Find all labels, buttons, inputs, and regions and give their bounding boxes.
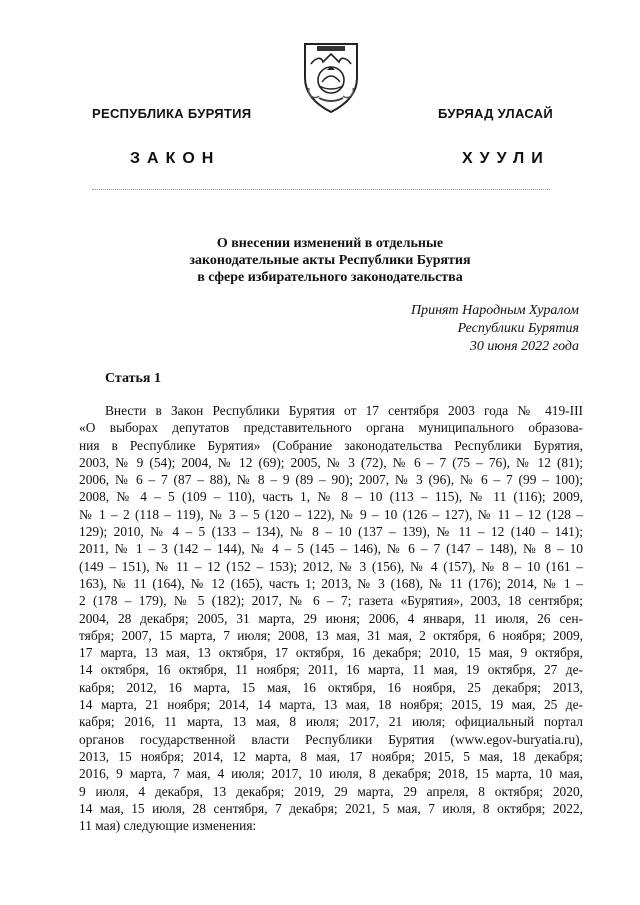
article-body-line: ния в Республике Бурятия» (Собрание законодательства Республики Бурятия, <box>79 437 583 453</box>
adoption-date: 30 июня 2022 года <box>469 339 579 354</box>
law-title-line: О внесении изменений в отдельные <box>216 236 444 251</box>
adoption-note <box>411 302 579 356</box>
article-body-line: кабря; 2012, 16 марта, 15 мая, 16 октября, 16 ноября, 25 декабря; 2013, <box>79 679 583 695</box>
law-label-russian: ЗАКОН <box>130 150 221 167</box>
article-body-line: органов государственной власти Республики Бурятия (www.egov-buryatia.ru), <box>79 731 583 747</box>
article-body-line: 129); 2010, № 4 – 5 (133 – 134), № 8 – 10 (137 – 139), № 11 – 12 (140 – 141); <box>79 524 583 540</box>
adoption-line: Республики Бурятия <box>457 321 579 336</box>
law-title <box>160 235 500 286</box>
article-body-line: 2008, № 4 – 5 (109 – 110), часть 1, № 8 – 10 (113 – 115), № 11 (116); 2009, <box>79 489 583 505</box>
article-body-line: 2004, 28 декабря; 2005, 31 марта, 29 июня; 2006, 4 января, 11 июля, 26 сен- <box>79 610 583 626</box>
article-body-line: 9 июля, 4 декабря, 13 декабря; 2019, 29 марта, 29 апреля, 8 октября; 2020, <box>79 783 583 799</box>
article-body-line: Внести в Закон Республики Бурятия от 17 сентября 2003 года № 419-III <box>105 403 583 418</box>
article-body-line: 14 марта, 21 ноября; 2014, 14 марта, 13 мая, 18 ноября; 2015, 19 мая, 25 де- <box>79 697 583 713</box>
header-divider <box>92 189 550 190</box>
article-body-line: кабря; 2016, 11 марта, 13 мая, 8 июля; 2017, 21 июля; официальный портал <box>79 714 583 730</box>
article-body-line: 17 марта, 13 мая, 13 октября, 17 октября, 16 декабря; 2010, 15 мая, 9 октября, <box>79 645 583 661</box>
adoption-line: Принят Народным Хуралом <box>410 303 579 318</box>
law-label-buryat: ХУУЛИ <box>462 150 550 167</box>
article-body-line: 11 мая) следующие изменения: <box>79 818 257 834</box>
article-body-line: 2011, № 1 – 3 (142 – 144), № 4 – 5 (145 – 146), № 6 – 7 (147 – 148), № 8 – 10 <box>79 541 583 557</box>
article-body-line: 163), № 11 (164), № 12 (165), часть 1; 2013, № 3 (168), № 11 (176); 2014, № 1 – <box>79 575 583 591</box>
article-body-line: № 1 – 2 (118 – 119), № 3 – 5 (120 – 122), № 9 – 10 (126 – 127), № 11 – 12 (128 – <box>79 506 583 522</box>
article-body-line: (149 – 151), № 11 – 12 (152 – 153); 2012, № 3 (156), № 4 (157), № 8 – 10 (161 – <box>79 558 583 574</box>
article-body-line: тября; 2007, 15 марта, 7 июля; 2008, 13 мая, 31 мая, 2 октября, 6 ноября; 2009, <box>79 627 583 643</box>
law-title-line: законодательные акты Республики Бурятия <box>189 253 471 268</box>
law-title-line: в сфере избирательного законодательства <box>197 270 463 285</box>
article-body-line: «О выборах депутатов представительного органа муниципального образова- <box>79 420 583 436</box>
article-body-line: 14 октября, 16 октября, 11 ноября; 2011, 16 марта, 11 мая, 19 октября, 27 де- <box>79 662 583 678</box>
article-body-line: 14 мая, 15 июля, 28 сентября, 7 декабря; 2021, 5 мая, 7 июля, 8 октября; 2022, <box>79 800 583 816</box>
article-body-line: 2 (178 – 179), № 5 (182); 2017, № 6 – 7; газета «Бурятия», 2003, 18 сентября; <box>79 593 583 609</box>
republic-name-buryat: БУРЯАД УЛАСАЙ <box>438 106 554 121</box>
article-body-line: 2013, 15 ноября; 2014, 12 марта, 8 мая, 17 ноября; 2015, 5 мая, 18 декабря; <box>79 748 583 764</box>
article-body-line: 2016, 9 марта, 7 мая, 4 июля; 2017, 10 июля, 8 декабря; 2018, 15 марта, 10 мая, <box>79 766 583 782</box>
article-body-line: 2003, № 9 (54); 2004, № 12 (69); 2005, № 3 (72), № 6 – 7 (75 – 76), № 12 (81); <box>79 454 583 470</box>
article-body <box>79 402 583 834</box>
coat-of-arms-icon <box>297 38 365 116</box>
republic-name-russian: РЕСПУБЛИКА БУРЯТИЯ <box>92 106 252 121</box>
article-heading: Статья 1 <box>105 371 161 386</box>
article-body-line: 2006, № 6 – 7 (87 – 88), № 8 – 9 (89 – 90); 2007, № 3 (96), № 6 – 7 (99 – 100); <box>79 472 583 488</box>
